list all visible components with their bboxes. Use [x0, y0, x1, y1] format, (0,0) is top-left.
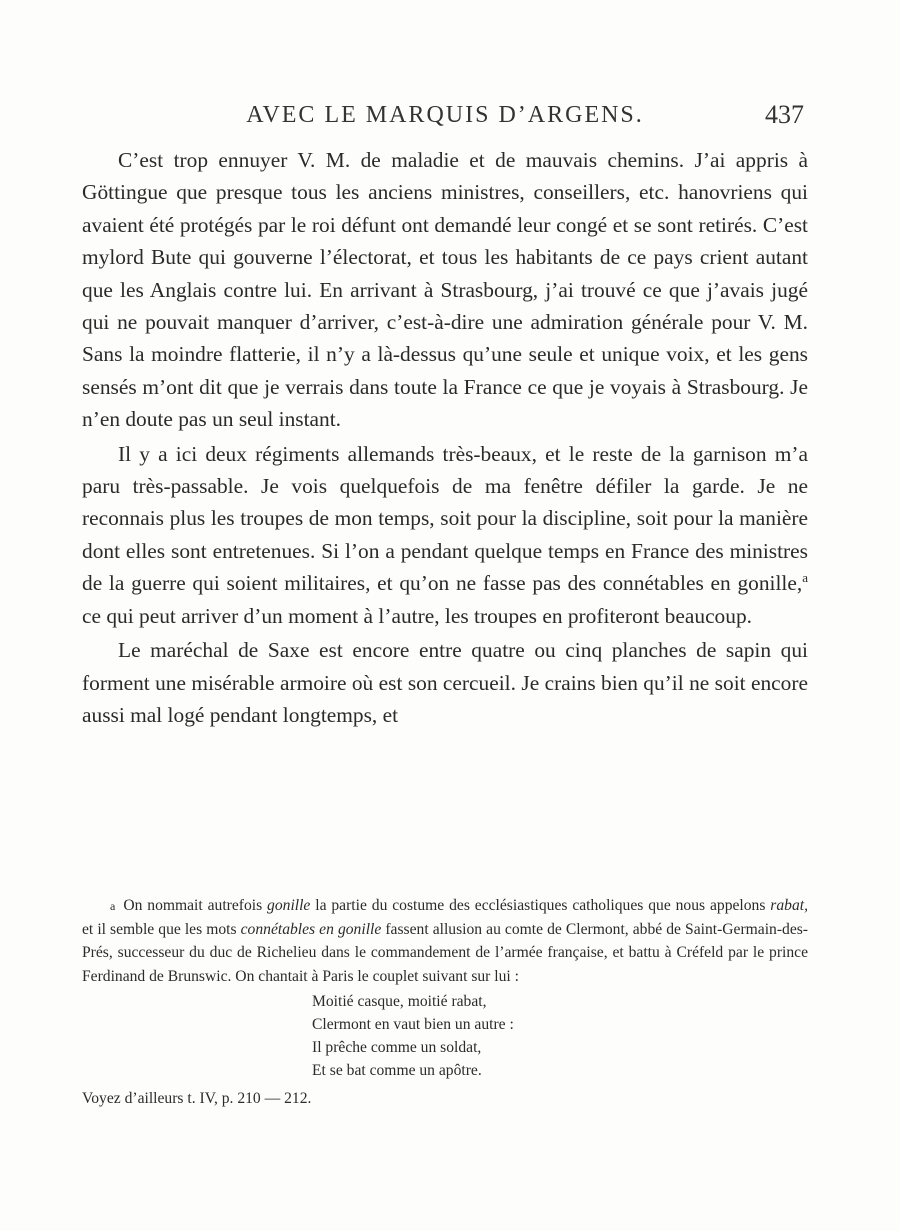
page-number: 437	[765, 100, 804, 129]
footnote-reference: a	[802, 570, 808, 586]
paragraph-1: C’est trop ennuyer V. M. de maladie et de mauvais chemins. J’ai appris à Göttingue que presque tous les anciens ministres, conseillers, etc. hanovriens qui avaient été protégés par le roi défunt ont demandé leur congé et se sont retirés. C’est mylord Bute qui gouverne l’électorat, et tous les habitants de ce pays crient autant que les Anglais contre lui. En arrivant à Strasbourg, j’ai trouvé ce que j’avais jugé qui ne pouvait manquer d’arriver, c’est-à-dire une admiration générale pour V. M. Sans la moindre flatterie, il n’y a là-dessus qu’une seule et unique voix, et les gens sensés m’ont dit que je verrais dans toute la France ce que je voyais à Strasbourg. Je n’en doute pas un seul instant.	[82, 148, 808, 432]
footnote-part-2: la partie du costume des ecclésiastiques catholiques que nous appelons	[310, 897, 771, 914]
footnote-mark: a	[110, 899, 116, 913]
footnote-text	[82, 894, 808, 988]
page-header	[82, 98, 808, 138]
footnote-italic-3: connétables en gonille	[240, 921, 382, 939]
main-text	[82, 144, 808, 731]
verse-line: Et se bat comme un apôtre.	[312, 1062, 482, 1080]
verse-line: Clermont en vaut bien un autre :	[312, 1016, 514, 1034]
footnote-part-4: fassent allusion au comte de Clermont, abbé de Saint-Germain-des-Prés, successeur du duc de Richelieu dans le commandement de l’armée française, et battu à Créfeld par le prince Ferdinand de Brunswic. On chantait à Paris le couplet suivant sur lui :	[82, 921, 808, 985]
footnote-part-1: On nommait autrefois	[123, 897, 268, 914]
footnote	[82, 894, 808, 1110]
footnote-italic-1: gonille	[267, 897, 311, 914]
verse-line: Moitié casque, moitié rabat,	[312, 992, 487, 1010]
paragraph-2-text: Il y a ici deux régiments allemands très-beaux, et le reste de la garnison m’a paru très-passable. Je vois quelquefois de ma fenêtre défiler la garde. Je ne reconnais plus les troupes de mon temps, soit pour la discipline, soit pour la manière dont elles sont entretenues. Si l’on a pendant quelque temps en France des ministres de la guerre qui soient militaires, et qu’on ne fasse pas des connétables en gonille,	[82, 441, 808, 596]
paragraph-2	[82, 438, 808, 632]
paragraph-2-continued: ce qui peut arriver d’un moment à l’autre, les troupes en profiteront beaucoup.	[82, 603, 752, 628]
see-also-reference: Voyez d’ailleurs t. IV, p. 210 — 212.	[82, 1089, 312, 1107]
verse	[312, 990, 808, 1083]
footnote-italic-2: rabat,	[770, 897, 808, 914]
page	[82, 98, 808, 733]
paragraph-3: Le maréchal de Saxe est encore entre quatre ou cinq planches de sapin qui forment une misérable armoire où est son cercueil. Je crains bien qu’il ne soit encore aussi mal logé pendant longtemps, et	[82, 638, 808, 727]
footnote-part-3: et il semble que les mots	[82, 921, 241, 939]
running-head: AVEC LE MARQUIS D’ARGENS.	[246, 102, 644, 128]
verse-line: Il prêche comme un soldat,	[312, 1039, 482, 1057]
